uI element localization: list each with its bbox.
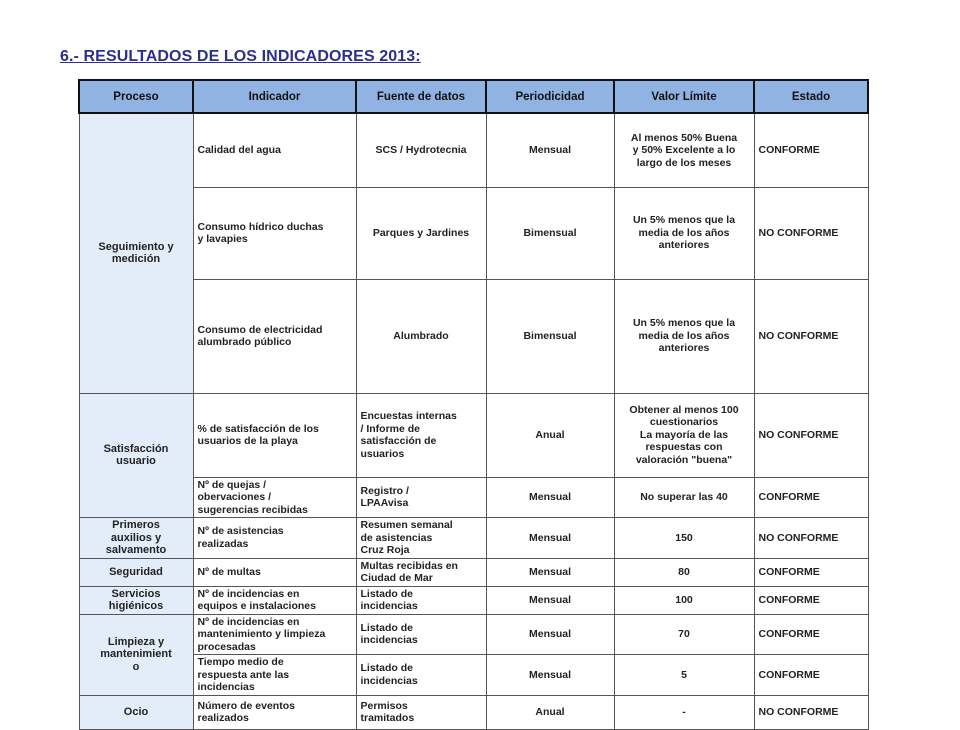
table-row <box>79 477 868 518</box>
table-row <box>79 279 868 393</box>
indicador-cell: Nº de quejas / obervaciones / sugerencias recibidas <box>193 477 356 518</box>
header-indicador: Indicador <box>193 80 356 113</box>
fuente-cell: SCS / Hydrotecnia <box>356 113 486 187</box>
proceso-cell: Primeros auxilios y salvamento <box>79 518 193 559</box>
estado-cell: CONFORME <box>754 113 868 187</box>
fuente-cell: Alumbrado <box>356 279 486 393</box>
estado-cell: NO CONFORME <box>754 279 868 393</box>
valor-limite-cell: No superar las 40 <box>614 477 754 518</box>
valor-limite-cell: 80 <box>614 558 754 586</box>
valor-limite-cell: 100 <box>614 586 754 614</box>
table-row <box>79 518 868 559</box>
indicador-cell: Tiempo medio de respuesta ante las incidencias <box>193 655 356 696</box>
proceso-cell: Ocio <box>79 695 193 729</box>
fuente-cell: Parques y Jardines <box>356 187 486 279</box>
estado-cell: NO CONFORME <box>754 695 868 729</box>
valor-limite-cell: Al menos 50% Buena y 50% Excelente a lo largo de los meses <box>614 113 754 187</box>
header-fuente: Fuente de datos <box>356 80 486 113</box>
header-estado: Estado <box>754 80 868 113</box>
fuente-cell: Listado de incidencias <box>356 655 486 696</box>
proceso-cell: Servicios higiénicos <box>79 586 193 614</box>
estado-cell: NO CONFORME <box>754 393 868 477</box>
estado-cell: CONFORME <box>754 655 868 696</box>
valor-limite-cell: - <box>614 695 754 729</box>
indicators-table-frame <box>78 79 867 730</box>
indicators-table <box>78 79 869 730</box>
table-row <box>79 655 868 696</box>
periodicidad-cell: Mensual <box>486 586 614 614</box>
valor-limite-cell: Obtener al menos 100 cuestionarios La mayoría de las respuestas con valoración "buena" <box>614 393 754 477</box>
indicador-cell: Nº de incidencias en equipos e instalaciones <box>193 586 356 614</box>
table-row <box>79 695 868 729</box>
indicador-cell: % de satisfacción de los usuarios de la playa <box>193 393 356 477</box>
indicador-cell: Número de eventos realizados <box>193 695 356 729</box>
header-valor-limite: Valor Límite <box>614 80 754 113</box>
periodicidad-cell: Mensual <box>486 477 614 518</box>
fuente-cell: Listado de incidencias <box>356 586 486 614</box>
fuente-cell: Listado de incidencias <box>356 614 486 655</box>
fuente-cell: Resumen semanal de asistencias Cruz Roja <box>356 518 486 559</box>
estado-cell: NO CONFORME <box>754 187 868 279</box>
fuente-cell: Permisos tramitados <box>356 695 486 729</box>
periodicidad-cell: Anual <box>486 695 614 729</box>
indicador-cell: Nº de multas <box>193 558 356 586</box>
proceso-cell: Seguridad <box>79 558 193 586</box>
estado-cell: CONFORME <box>754 586 868 614</box>
indicador-cell: Nº de incidencias en mantenimiento y limpieza procesadas <box>193 614 356 655</box>
fuente-cell: Multas recibidas en Ciudad de Mar <box>356 558 486 586</box>
proceso-cell: Seguimiento y medición <box>79 113 193 393</box>
estado-cell: NO CONFORME <box>754 518 868 559</box>
table-row <box>79 393 868 477</box>
estado-cell: CONFORME <box>754 558 868 586</box>
valor-limite-cell: Un 5% menos que la media de los años anteriores <box>614 187 754 279</box>
periodicidad-cell: Mensual <box>486 558 614 586</box>
indicador-cell: Nº de asistencias realizadas <box>193 518 356 559</box>
periodicidad-cell: Mensual <box>486 614 614 655</box>
fuente-cell: Registro / LPAAvisa <box>356 477 486 518</box>
table-row <box>79 614 868 655</box>
periodicidad-cell: Mensual <box>486 655 614 696</box>
proceso-cell: Satisfacción usuario <box>79 393 193 518</box>
periodicidad-cell: Anual <box>486 393 614 477</box>
indicador-cell: Calidad del agua <box>193 113 356 187</box>
page-heading: 6.- RESULTADOS DE LOS INDICADORES 2013: <box>60 48 421 65</box>
indicador-cell: Consumo hídrico duchas y lavapies <box>193 187 356 279</box>
periodicidad-cell: Bimensual <box>486 187 614 279</box>
fuente-cell: Encuestas internas / Informe de satisfacción de usuarios <box>356 393 486 477</box>
periodicidad-cell: Mensual <box>486 113 614 187</box>
header-row <box>79 80 868 113</box>
header-periodicidad: Periodicidad <box>486 80 614 113</box>
proceso-cell: Limpieza y mantenimient o <box>79 614 193 695</box>
valor-limite-cell: 70 <box>614 614 754 655</box>
valor-limite-cell: Un 5% menos que la media de los años anteriores <box>614 279 754 393</box>
table-row <box>79 558 868 586</box>
table-row <box>79 586 868 614</box>
table-row <box>79 113 868 187</box>
periodicidad-cell: Bimensual <box>486 279 614 393</box>
indicador-cell: Consumo de electricidad alumbrado público <box>193 279 356 393</box>
estado-cell: CONFORME <box>754 614 868 655</box>
valor-limite-cell: 150 <box>614 518 754 559</box>
header-proceso: Proceso <box>79 80 193 113</box>
valor-limite-cell: 5 <box>614 655 754 696</box>
table-row <box>79 187 868 279</box>
estado-cell: CONFORME <box>754 477 868 518</box>
periodicidad-cell: Mensual <box>486 518 614 559</box>
